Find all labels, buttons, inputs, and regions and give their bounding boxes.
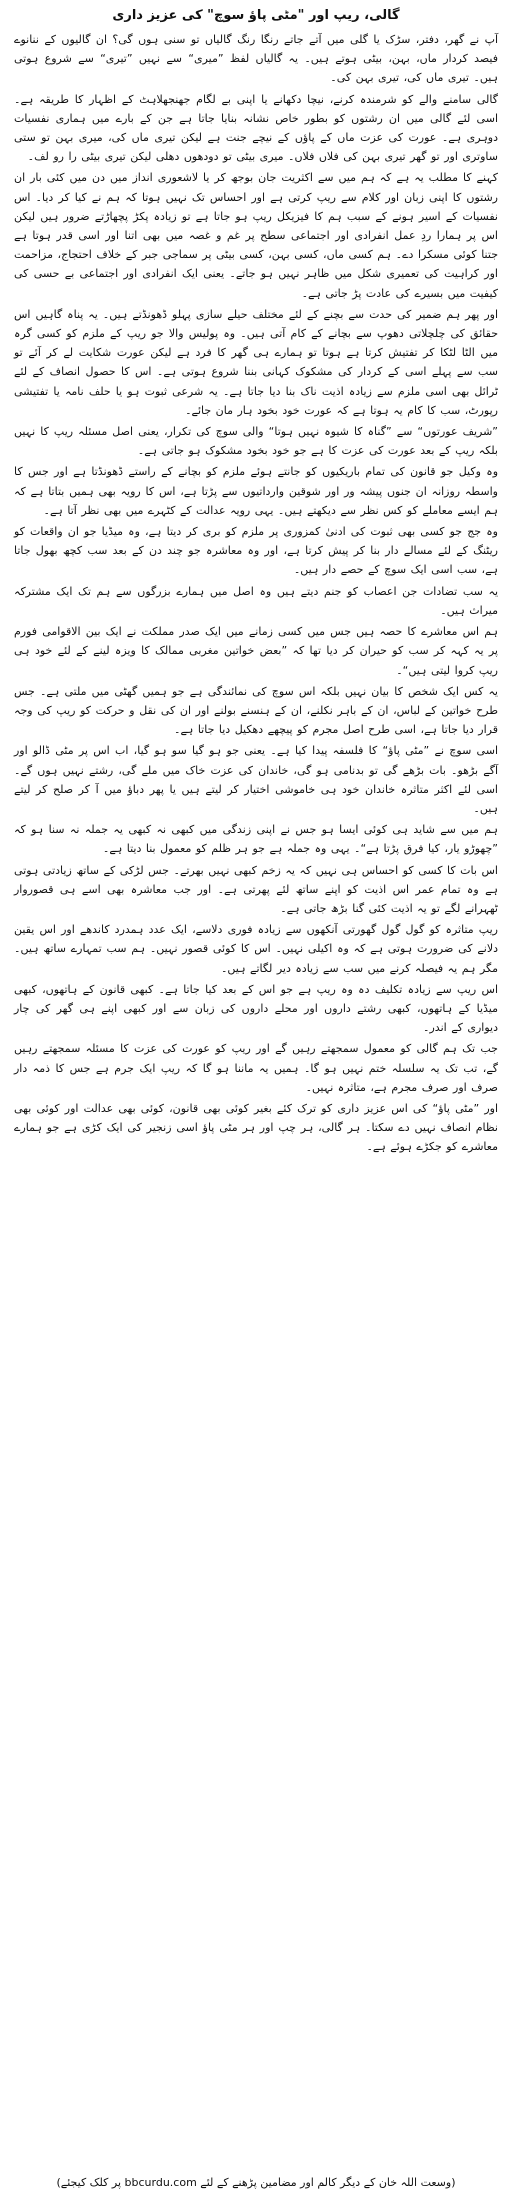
article-paragraph: جب تک ہم گالی کو معمول سمجھتے رہیں گے اور ریپ کو عورت کی عزت کا مسئلہ سمجھتے رہیں گے، تب تک یہ سلسلہ ختم نہیں ہو گا۔ ہمیں یہ ماننا ہو گا کہ ریپ ایک جرم ہے جس کا ذمہ دار صرف اور صرف مجرم ہے، متاثرہ نہیں۔ (14, 1042, 498, 1094)
article-paragraph: گالی سامنے والے کو شرمندہ کرنے، نیچا دکھانے یا اپنی بے لگام جھنجھلاہٹ کے اظہار کا طریقہ ہے۔ اسی لئے گالی میں ان رشتوں کو بطور خاص نشانہ بنایا جاتا ہے جن کے بارے میں ہماری نفسیات دوہری ہے۔ عورت کی عزت ماں کے پاؤں کے نیچے جنت ہے لیکن تیری ماں کی، میری بہن تو ستی ساوتری اور تو گھر تیری بہن کی فلاں فلاں۔ میری بیٹی تو دودھوں دھلی لیکن تیری بیٹی را رو لف۔ (14, 92, 498, 164)
footer-text: (وسعت اللہ خان کے دیگر کالم اور مضامین پڑھنے کے لئے (200, 2176, 456, 2189)
article-paragraph: ”شریف عورتوں“ سے ”گناہ کا شیوہ نہیں ہوتا“ والی سوچ کی تکرار، یعنی اصل مسئلہ ریپ کا نہیں بلکہ ریپ کے بعد عورت کی عزت کا ہے جو خود بخود مشکوک ہو جاتی ہے۔ (14, 425, 498, 458)
article-paragraph: ہم میں سے شاید ہی کوئی ایسا ہو جس نے اپنی زندگی میں کبھی نہ کبھی یہ جملہ نہ سنا ہو کہ ”چھوڑو یار، کیا فرق پڑتا ہے“۔ یہی وہ جملہ ہے جو ہر ظلم کو معمول بنا دیتا ہے۔ (14, 823, 498, 856)
article-footer (14, 2174, 498, 2192)
article-paragraph: کہنے کا مطلب یہ ہے کہ ہم میں سے اکثریت جان بوجھ کر یا لاشعوری انداز میں دن میں کئی بار ان رشتوں کا اپنی زبان اور کلام سے ریپ کرتی ہے اور احساس تک نہیں ہوتا کہ ہم نے کیا کر دیا۔ اس نفسیات کے اسیر ہونے کے سبب ہم کا فیزیکل ریپ ہو جاتا ہے تو زیادہ پکڑ پچھاڑتے ضرور ہیں لیکن اس پر ہمارا ردِ عمل انفرادی اور اجتماعی سطح پر غم و غصہ میں بھی اتنا اور اسی قدر ہوتا ہے جتنا کوئی مسکرا دے۔ ہم کسی ماں، کسی بہن، کسی بیٹی پر سماجی جبر کے خلاف احتجاج، مزاحمت اور کراہیت کی تعمیری شکل میں ظاہر نہیں ہو جاتے۔ یعنی ایک انفرادی اور اجتماعی بے حسی کی کیفیت میں بسیرے کی عادت پڑ جاتی ہے۔ (14, 171, 498, 300)
article-paragraph: یہ سب تضادات جن اعصاب کو جنم دیتے ہیں وہ اصل میں ہمارے بزرگوں سے ہم تک ایک مشترکہ میراث ہیں۔ (14, 584, 498, 617)
article-paragraph: اس بات کا کسی کو احساس ہی نہیں کہ یہ زخم کبھی نہیں بھرتے۔ جس لڑکی کے ساتھ زیادتی ہوتی ہے وہ تمام عمر اس اذیت کو اپنے ساتھ لئے پھرتی ہے۔ اور جب معاشرہ بھی اسے ہی قصوروار ٹھہرانے لگے تو یہ اذیت کئی گنا بڑھ جاتی ہے۔ (14, 863, 498, 915)
article-paragraph: اور ”مٹی پاؤ“ کی اس عزیز داری کو ترک کئے بغیر کوئی بھی قانون، کوئی بھی عدالت اور کوئی بھی نظام انصاف نہیں دے سکتا۔ ہر گالی، ہر چپ اور ہر مٹی پاؤ اسی زنجیر کی ایک کڑی ہے جو ہمارے معاشرے کو جکڑے ہوئے ہے۔ (14, 1101, 498, 1154)
article-title: گالی، ریپ اور "مٹی پاؤ سوچ" کی عزیز داری (112, 8, 400, 23)
article-paragraph: وہ جج جو کسی بھی ثبوت کی ادنیٰ کمزوری پر ملزم کو بری کر دیتا ہے، وہ میڈیا جو ان واقعات کو ریٹنگ کے لئے مسالے دار بنا کر پیش کرتا ہے، اور وہ معاشرہ جو چند دن کے بعد سب کچھ بھول جاتا ہے، سب اسی ایک سوچ کے حصے دار ہیں۔ (14, 525, 498, 577)
article-paragraph: اور پھر ہم ضمیر کی حدت سے بچنے کے لئے مختلف حیلے سازی پہلو ڈھونڈتے ہیں۔ یہ پناہ گاہیں اس حقائق کی چلچلاتی دھوپ سے بچانے کے کام آتی ہیں۔ وہ پولیس والا جو ریپ کے ملزم کو کسی گرہ میں الٹا لٹکا کر تفتیش کرتا ہے ہوتا تو ہمارے ہی گھر کا فرد ہے لیکن عورت شکایت لے کر آئے تو سب سے پہلے اسی کے کردار کی مشکوک کہانی بننا شروع ہوتی ہے۔ اس کا حصول انصاف کے لئے ٹرائل بھی اسی ملزم سے زیادہ اذیت ناک بنا دیا جاتا ہے۔ یہ شرعی ثبوت ہو یا حلف نامہ یا تفتیشی رپورٹ، سب کا کام یہ ہوتا ہے کہ عورت خود بخود ہار مان جائے۔ (14, 307, 498, 417)
article-body (14, 30, 498, 1157)
article-paragraph: آپ نے گھر، دفتر، سڑک یا گلی میں آتے جاتے رنگا رنگ گالیاں تو سنی ہوں گی؟ ان گالیوں کے ننانوے فیصد کردار ماں، بہن، بیٹی ہوتے ہیں۔ یہ گالیاں لفظ ”میری“ سے نہیں ”تیری“ سے شروع ہوتی ہیں۔ تیری ماں کی، تیری بہن کی۔ (14, 33, 498, 85)
article-paragraph: ریپ متاثرہ کو گول گول گھورتی آنکھوں سے زیادہ فوری دلاسے، ایک عدد ہمدرد کاندھے اور اس یقین دلانے کی ضرورت ہوتی ہے کہ وہ اکیلی نہیں۔ اس کا کوئی قصور نہیں۔ ہم سب تمہارے ساتھ ہیں۔ مگر ہم یہ فیصلہ کرنے میں سب سے زیادہ دیر لگاتے ہیں۔ (14, 923, 498, 975)
bbc-urdu-link[interactable]: bbcurdu.com (124, 2176, 197, 2189)
article-paragraph: یہ کس ایک شخص کا بیان نہیں بلکہ اس سوچ کی نمائندگی ہے جو ہمیں گھٹی میں ملتی ہے۔ جس طرح خواتین کے لباس، ان کے باہر نکلنے، ان کے ہنسنے بولنے اور ان کی نقل و حرکت کو ریپ کی وجہ قرار دیا جاتا ہے، اسی طرح اصل مجرم کو پیچھے دھکیل دیا جاتا ہے۔ (14, 684, 498, 737)
article-paragraph: اس ریپ سے زیادہ تکلیف دہ وہ ریپ ہے جو اس کے بعد کیا جاتا ہے۔ کبھی قانون کے ہاتھوں، کبھی میڈیا کے ہاتھوں، کبھی رشتے داروں اور محلے داروں کی زبان سے اور کبھی اپنے ہی گھر کی چار دیواری کے اندر۔ (14, 982, 498, 1035)
footer-end: پر کلک کیجئے) (56, 2176, 122, 2189)
article-paragraph: ہم اس معاشرے کا حصہ ہیں جس میں کسی زمانے میں ایک صدر مملکت نے ایک بین الاقوامی فورم پر یہ کہہ کر سب کو حیران کر دیا تھا کہ ”بعض خواتین مغربی ممالک کا ویزہ لینے کے لئے خود ہی ریپ کروا لیتی ہیں“۔ (14, 625, 498, 677)
article-paragraph: اسی سوچ نے ”مٹی پاؤ“ کا فلسفہ پیدا کیا ہے۔ یعنی جو ہو گیا سو ہو گیا، اب اس پر مٹی ڈالو اور آگے بڑھو۔ بات بڑھے گی تو بدنامی ہو گی، خاندان کی عزت خاک میں ملے گی، رشتے نہیں ہوں گے۔ اسی لئے اکثر متاثرہ خاندان خود ہی خاموشی اختیار کر لیتے ہیں یا پھر دباؤ میں آ کر صلح کر لیتے ہیں۔ (14, 744, 498, 815)
article-paragraph: وہ وکیل جو قانون کی تمام باریکیوں کو جانتے ہوئے ملزم کو بچانے کے راستے ڈھونڈتا ہے اور جس کا واسطہ روزانہ ان جنوں پیشہ ور اور شوقین وارداتیوں سے پڑتا ہے، اس کا رویہ بھی ہمیں بتاتا ہے کہ ہم ایسے معاملے کو کس نظر سے دیکھتے ہیں۔ یہی رویہ عدالت کے کٹہرے میں بھی نظر آتا ہے۔ (14, 465, 498, 517)
